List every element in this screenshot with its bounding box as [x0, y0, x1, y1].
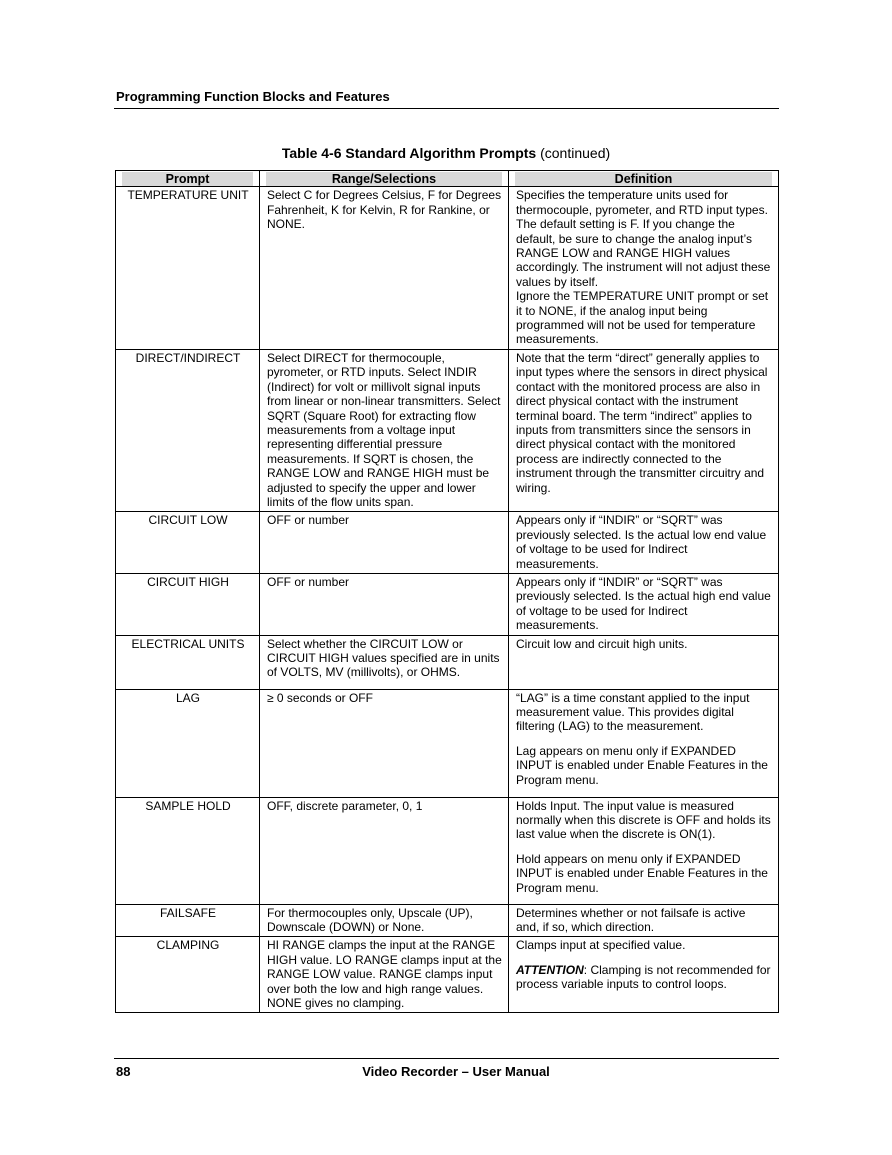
prompt-cell: CIRCUIT HIGH	[116, 573, 260, 635]
standard-algorithm-prompts-table	[115, 170, 779, 1013]
table-row	[116, 512, 779, 574]
definition-text: Clamps input at specified value.	[516, 938, 686, 953]
table-row	[116, 797, 779, 904]
prompt-cell: FAILSAFE	[116, 904, 260, 937]
table-row	[116, 573, 779, 635]
range-cell: OFF, discrete parameter, 0, 1	[260, 797, 509, 904]
table-row	[116, 635, 779, 689]
definition-text: Holds Input. The input value is measured normally when this discrete is OFF and holds its last value when the discrete is ON(1).	[516, 798, 771, 842]
definition-cell	[509, 937, 779, 1013]
definition-text: Note that the term “direct” generally applies to input types where the sensors in direct physical contact with the monitored process are also in direct physical contact with the instrument terminal board. The term “indirect” applies to inputs from transmitters since the sensors in direct physical contact with the monitored process are indirectly connected to the instrument through the transmitter circuitry and wiring.	[516, 350, 768, 495]
range-cell: HI RANGE clamps the input at the RANGE HIGH value. LO RANGE clamps input at the RANGE LOW value. RANGE clamps input over both the low and high range values. NONE gives no clamping.	[260, 937, 509, 1013]
table-header-row	[116, 171, 779, 187]
page-number: 88	[116, 1064, 131, 1079]
prompt-cell: ELECTRICAL UNITS	[116, 635, 260, 689]
definition-text: Circuit low and circuit high units.	[516, 636, 688, 651]
page-header: Programming Function Blocks and Features	[116, 89, 390, 104]
prompt-cell: DIRECT/INDIRECT	[116, 349, 260, 511]
definition-text: Appears only if “INDIR” or “SQRT” was previously selected. Is the actual high end value of voltage to be used for Indirect measurements.	[516, 574, 771, 633]
table-caption-number: Table 4-6 Standard Algorithm Prompts	[281, 145, 537, 161]
table-row	[116, 187, 779, 349]
attention-label: ATTENTION	[516, 962, 584, 977]
column-header-definition: Definition	[509, 171, 779, 187]
table-row	[116, 689, 779, 797]
column-header-prompt: Prompt	[116, 171, 260, 187]
definition-cell	[509, 187, 779, 349]
prompt-cell: TEMPERATURE UNIT	[116, 187, 260, 349]
definition-text: “LAG” is a time constant applied to the input measurement value. This provides digital filtering (LAG) to the measurement.	[516, 690, 750, 734]
range-cell: Select whether the CIRCUIT LOW or CIRCUIT HIGH values specified are in units of VOLTS, MV (millivolts), or OHMS.	[260, 635, 509, 689]
definition-cell	[509, 689, 779, 797]
definition-cell	[509, 904, 779, 937]
definition-text: Specifies the temperature units used for thermocouple, pyrometer, and RTD input types. The default setting is F. If you change the default, be sure to change the analog input’s RANGE LOW and RANGE HIGH values accordingly. The instrument will not adjust these values by itself.	[516, 188, 771, 289]
header-rule	[114, 108, 779, 109]
table-caption-suffix: (continued)	[536, 145, 611, 161]
range-cell: ≥ 0 seconds or OFF	[260, 689, 509, 797]
definition-cell	[509, 512, 779, 574]
definition-text: Lag appears on menu only if EXPANDED INPUT is enabled under Enable Features in the Program menu.	[516, 743, 768, 787]
manual-title: Video Recorder – User Manual	[362, 1064, 550, 1079]
prompt-cell: CIRCUIT LOW	[116, 512, 260, 574]
prompt-cell: LAG	[116, 689, 260, 797]
attention-note	[516, 963, 772, 992]
range-cell: Select DIRECT for thermocouple, pyrometer, or RTD inputs. Select INDIR (Indirect) for volt or millivolt signal inputs from linear or non-linear transmitters. Select SQRT (Square Root) for extracting flow measurements from a voltage input representing differential pressure measurements. If SQRT is chosen, the RANGE LOW and RANGE HIGH must be adjusted to specify the upper and lower limits of the flow units span.	[260, 349, 509, 511]
definition-cell	[509, 573, 779, 635]
range-cell: OFF or number	[260, 573, 509, 635]
definition-text: Determines whether or not failsafe is active and, if so, which direction.	[516, 905, 746, 934]
table-row	[116, 904, 779, 937]
definition-text: Appears only if “INDIR” or “SQRT” was previously selected. Is the actual low end value of voltage to be used for Indirect measurements.	[516, 513, 767, 571]
definition-text: Ignore the TEMPERATURE UNIT prompt or set it to NONE, if the analog input being programmed will not be used for temperature measurements.	[516, 289, 769, 347]
definition-cell	[509, 635, 779, 689]
attention-text: : Clamping is not recommended for process variable inputs to control loops.	[516, 962, 771, 992]
column-header-range: Range/Selections	[260, 171, 509, 187]
definition-cell	[509, 797, 779, 904]
footer-rule	[114, 1058, 779, 1059]
range-cell: For thermocouples only, Upscale (UP), Downscale (DOWN) or None.	[260, 904, 509, 937]
range-cell: OFF or number	[260, 512, 509, 574]
prompt-cell: CLAMPING	[116, 937, 260, 1013]
range-cell: Select C for Degrees Celsius, F for Degrees Fahrenheit, K for Kelvin, R for Rankine, or NONE.	[260, 187, 509, 349]
prompt-cell: SAMPLE HOLD	[116, 797, 260, 904]
definition-cell	[509, 349, 779, 511]
definition-text: Hold appears on menu only if EXPANDED INPUT is enabled under Enable Features in the Program menu.	[516, 851, 768, 895]
table-caption	[0, 145, 892, 161]
table-row	[116, 937, 779, 1013]
table-row	[116, 349, 779, 511]
